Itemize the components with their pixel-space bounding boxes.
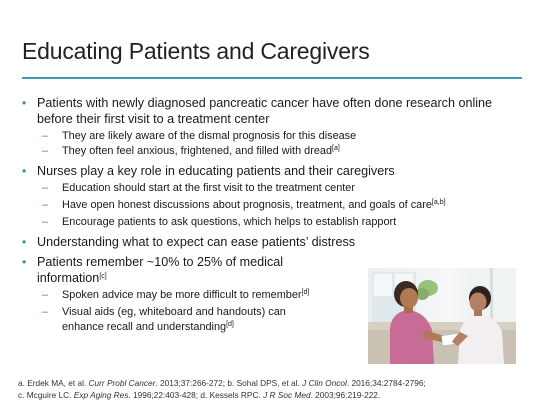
reference-text: a. Erdek MA, et al. bbox=[18, 378, 89, 388]
dash-icon: – bbox=[42, 182, 49, 194]
dash-icon: – bbox=[42, 216, 49, 228]
dash-icon: – bbox=[42, 145, 49, 157]
sub-bullet-text-line2: enhance recall and understanding bbox=[62, 321, 227, 333]
sub-bullet-text: They often feel anxious, frightened, and filled with dread bbox=[62, 145, 333, 157]
bullet-text-line1: Patients remember ~10% to 25% of medical bbox=[37, 255, 284, 269]
sub-bullet-item bbox=[22, 198, 522, 213]
dash-icon: – bbox=[42, 289, 49, 301]
sub-bullet-text: Spoken advice may be more difficult to remember bbox=[62, 289, 302, 301]
dash-icon: – bbox=[42, 199, 49, 211]
dash-icon: – bbox=[42, 130, 49, 142]
bullet-icon: • bbox=[22, 96, 27, 110]
reference-text: . 2003;96:219-222. bbox=[310, 390, 381, 400]
reference-line-2 bbox=[18, 389, 528, 401]
bullet-item bbox=[22, 254, 367, 286]
bullet-icon: • bbox=[22, 255, 27, 269]
reference-line-1 bbox=[18, 377, 528, 389]
sub-bullet-item bbox=[22, 305, 362, 335]
sub-bullet-item bbox=[22, 144, 522, 159]
citation-marker: [a,b] bbox=[431, 199, 446, 206]
reference-text: . 2016;34:2784-2796; bbox=[346, 378, 426, 388]
dash-icon: – bbox=[42, 306, 49, 318]
bullet-icon: • bbox=[22, 164, 27, 178]
bullet-item bbox=[22, 95, 517, 127]
bullet-item bbox=[22, 163, 522, 179]
reference-text: . 2013;37:266-272; b. Sohal DPS, et al. bbox=[155, 378, 303, 388]
sub-bullet-item bbox=[22, 181, 522, 196]
title-divider bbox=[22, 77, 522, 79]
bullet-text: Nurses play a key role in educating patients and their caregivers bbox=[37, 164, 395, 178]
citation-marker: [c] bbox=[99, 273, 107, 280]
references bbox=[18, 377, 528, 401]
nurse-patient-photo bbox=[368, 268, 516, 364]
journal-name: J Clin Oncol bbox=[302, 378, 347, 388]
bullet-text: Patients with newly diagnosed pancreatic cancer have often done research online before their first visit to a treatment center bbox=[37, 96, 493, 126]
reference-text: . 1996;22:403-428; d. Kessels RPC. bbox=[128, 390, 264, 400]
bullet-text: Understanding what to expect can ease patients’ distress bbox=[37, 235, 356, 249]
journal-name: J R Soc Med bbox=[263, 390, 311, 400]
journal-name: Exp Aging Res bbox=[73, 390, 129, 400]
sub-bullet-text: Have open honest discussions about prognosis, treatment, and goals of care bbox=[62, 199, 432, 211]
reference-text: c. Mcguire LC. bbox=[18, 390, 74, 400]
bullet-item bbox=[22, 234, 522, 250]
sub-bullet-text-line1: Visual aids (eg, whiteboard and handouts) can bbox=[62, 306, 286, 318]
sub-bullet-item bbox=[22, 129, 522, 144]
slide-title: Educating Patients and Caregivers bbox=[22, 38, 370, 64]
sub-bullet-text: They are likely aware of the dismal prognosis for this disease bbox=[62, 130, 357, 142]
sub-bullet-text: Education should start at the first visit to the treatment center bbox=[62, 182, 355, 194]
citation-marker: [d] bbox=[301, 289, 310, 296]
sub-bullet-text: Encourage patients to ask questions, which helps to establish rapport bbox=[62, 216, 397, 228]
citation-marker: [a] bbox=[332, 145, 340, 152]
journal-name: Curr Probl Cancer bbox=[88, 378, 156, 388]
bullet-text-line2: information bbox=[37, 271, 100, 285]
citation-marker: [d] bbox=[226, 321, 234, 328]
sub-bullet-item bbox=[22, 288, 362, 303]
bullet-icon: • bbox=[22, 235, 27, 249]
sub-bullet-item bbox=[22, 215, 522, 230]
